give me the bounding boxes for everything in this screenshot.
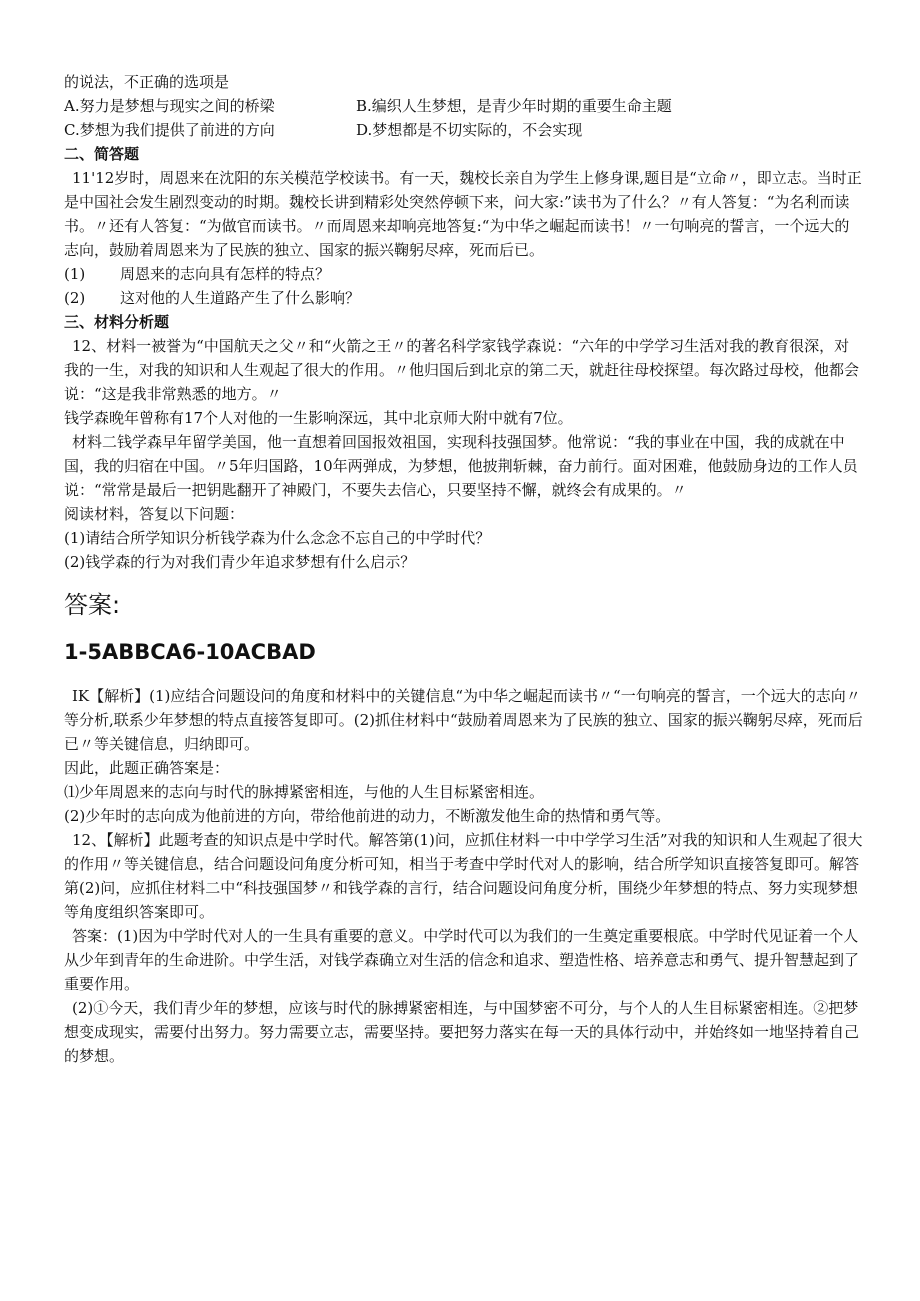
q12-material2: 材料二钱学森早年留学美国，他一直想着回国报效祖国，实现科技强国梦。他常说：“我的事业在中国，我的成就在中国，我的归宿在中国。〃5年归国路，10年两弹成，为梦想，他披荆斩棘，奋力前行。面对困难，他鼓励身边的工作人员说：“常常是最后一把钥匙翻开了神殿门，不要失去信心，只要坚持不懈，就终会有成果的。〃 [64, 433, 858, 499]
q12-material1-b: 钱学森晚年曾称有17个人对他的一生影响深远，其中北京师大附中就有7位。 [64, 409, 573, 427]
section2-heading: 二、简答题 [64, 145, 140, 163]
answers-title: 答案: [64, 591, 121, 619]
q11-sub2-text: 这对他的人生道路产生了什么影响？ [120, 289, 361, 307]
q11-sub2 [64, 286, 864, 310]
q10-option-a: A.努力是梦想与现实之间的桥梁 [64, 97, 275, 115]
q10-options-row-1 [64, 94, 864, 118]
q11-sub1 [64, 262, 864, 286]
q10-option-b: B.编织人生梦想，是青少年时期的重要生命主题 [356, 97, 672, 115]
answer12-part1: 答案：(1)因为中学时代对人的一生具有重要的意义。中学时代可以为我们的一生奠定重要根底。中学时代见证着一个人从少年到青年的生命进阶。中学生活，对钱学森确立对生活的信念和追求、塑造性格、培养意志和勇气、提升智慧起到了重要作用。 [64, 927, 860, 993]
q10-stem-tail: 的说法，不正确的选项是 [64, 73, 230, 91]
q10-option-c: C.梦想为我们提供了前进的方向 [64, 121, 275, 139]
answer11-part1: ⑴少年周恩来的志向与时代的脉搏紧密相连，与他的人生目标紧密相连。 [64, 783, 545, 801]
answer11-therefore: 因此，此题正确答案是： [64, 759, 230, 777]
answer11-analysis: IK【解析】(1)应结合问题设问的角度和材料中的关键信息“为中华之崛起而读书〃“一句响亮的誓言，一个远大的志向〃等分析,联系少年梦想的特点直接答复即可。(2)抓住材料中“鼓励着周恩来为了民族的独立、国家的振兴鞠躬尽瘁，死而后已〃等关键信息，归纳即可。 [64, 687, 863, 753]
exam-page [64, 70, 864, 1068]
q11-sub1-number: (1) [64, 265, 86, 283]
q12-instruction: 阅读材料，答复以下问题： [64, 505, 245, 523]
answer12-part2: (2)①今天，我们青少年的梦想，应该与时代的脉搏紧密相连，与中国梦密不可分，与个人的人生目标紧密相连。②把梦想变成现实，需要付出努力。努力需要立志，需要坚持。要把努力落实在每一天的具体行动中，并始终如一地坚持着自己的梦想。 [64, 999, 860, 1065]
answers-key: 1-5ABBCA6-10ACBAD [64, 640, 316, 664]
answer11-part2: (2)少年时的志向成为他前进的方向，带给他前进的动力，不断激发他生命的热情和勇气等。 [64, 807, 671, 825]
q12-sub2: (2)钱学森的行为对我们青少年追求梦想有什么启示？ [64, 553, 416, 571]
q12-sub1: (1)请结合所学知识分析钱学森为什么念念不忘自己的中学时代？ [64, 529, 491, 547]
answer12-analysis: 12、【解析】此题考查的知识点是中学时代。解答第(1)问，应抓住材料一中中学学习生活”对我的知识和人生观起了很大的作用〃等关键信息，结合问题设问角度分析可知，相当于考查中学时代对人的影响，结合所学知识直接答复即可。解答第(2)问，应抓住材料二中“科技强国梦〃和钱学森的言行，结合问题设问角度分析，围绕少年梦想的特点、努力实现梦想等角度组织答案即可。 [64, 831, 863, 921]
q11-paragraph: 11'12岁时，周恩来在沈阳的东关模范学校读书。有一天，魏校长亲自为学生上修身课,题目是“立命〃，即立志。当时正是中国社会发生剧烈变动的时期。魏校长讲到精彩处突然停顿下来，问大家:”读书为了什么？〃有人答复：“为名利而读书。〃还有人答复：“为做官而读书。〃而周恩来却响亮地答复:“为中华之崛起而读书！〃一句响亮的誓言，一个远大的志向，鼓励着周恩来为了民族的独立、国家的振兴鞠躬尽瘁，死而后已。 [64, 169, 862, 259]
q11-sub2-number: (2) [64, 289, 86, 307]
q12-material1: 12、材料一被誉为“中国航天之父〃和“火箭之王〃的著名科学家钱学森说：“六年的中学学习生活对我的教育很深，对我的一生，对我的知识和人生观起了很大的作用。〃他归国后到北京的第二天，就赶往母校探望。每次路过母校，他都会说：“这是我非常熟悉的地方。〃 [64, 337, 860, 403]
q11-sub1-text: 周恩来的志向具有怎样的特点？ [120, 265, 331, 283]
q10-option-d: D.梦想都是不切实际的，不会实现 [356, 121, 583, 139]
section3-heading: 三、材料分析题 [64, 313, 170, 331]
q10-options-row-2 [64, 118, 864, 142]
